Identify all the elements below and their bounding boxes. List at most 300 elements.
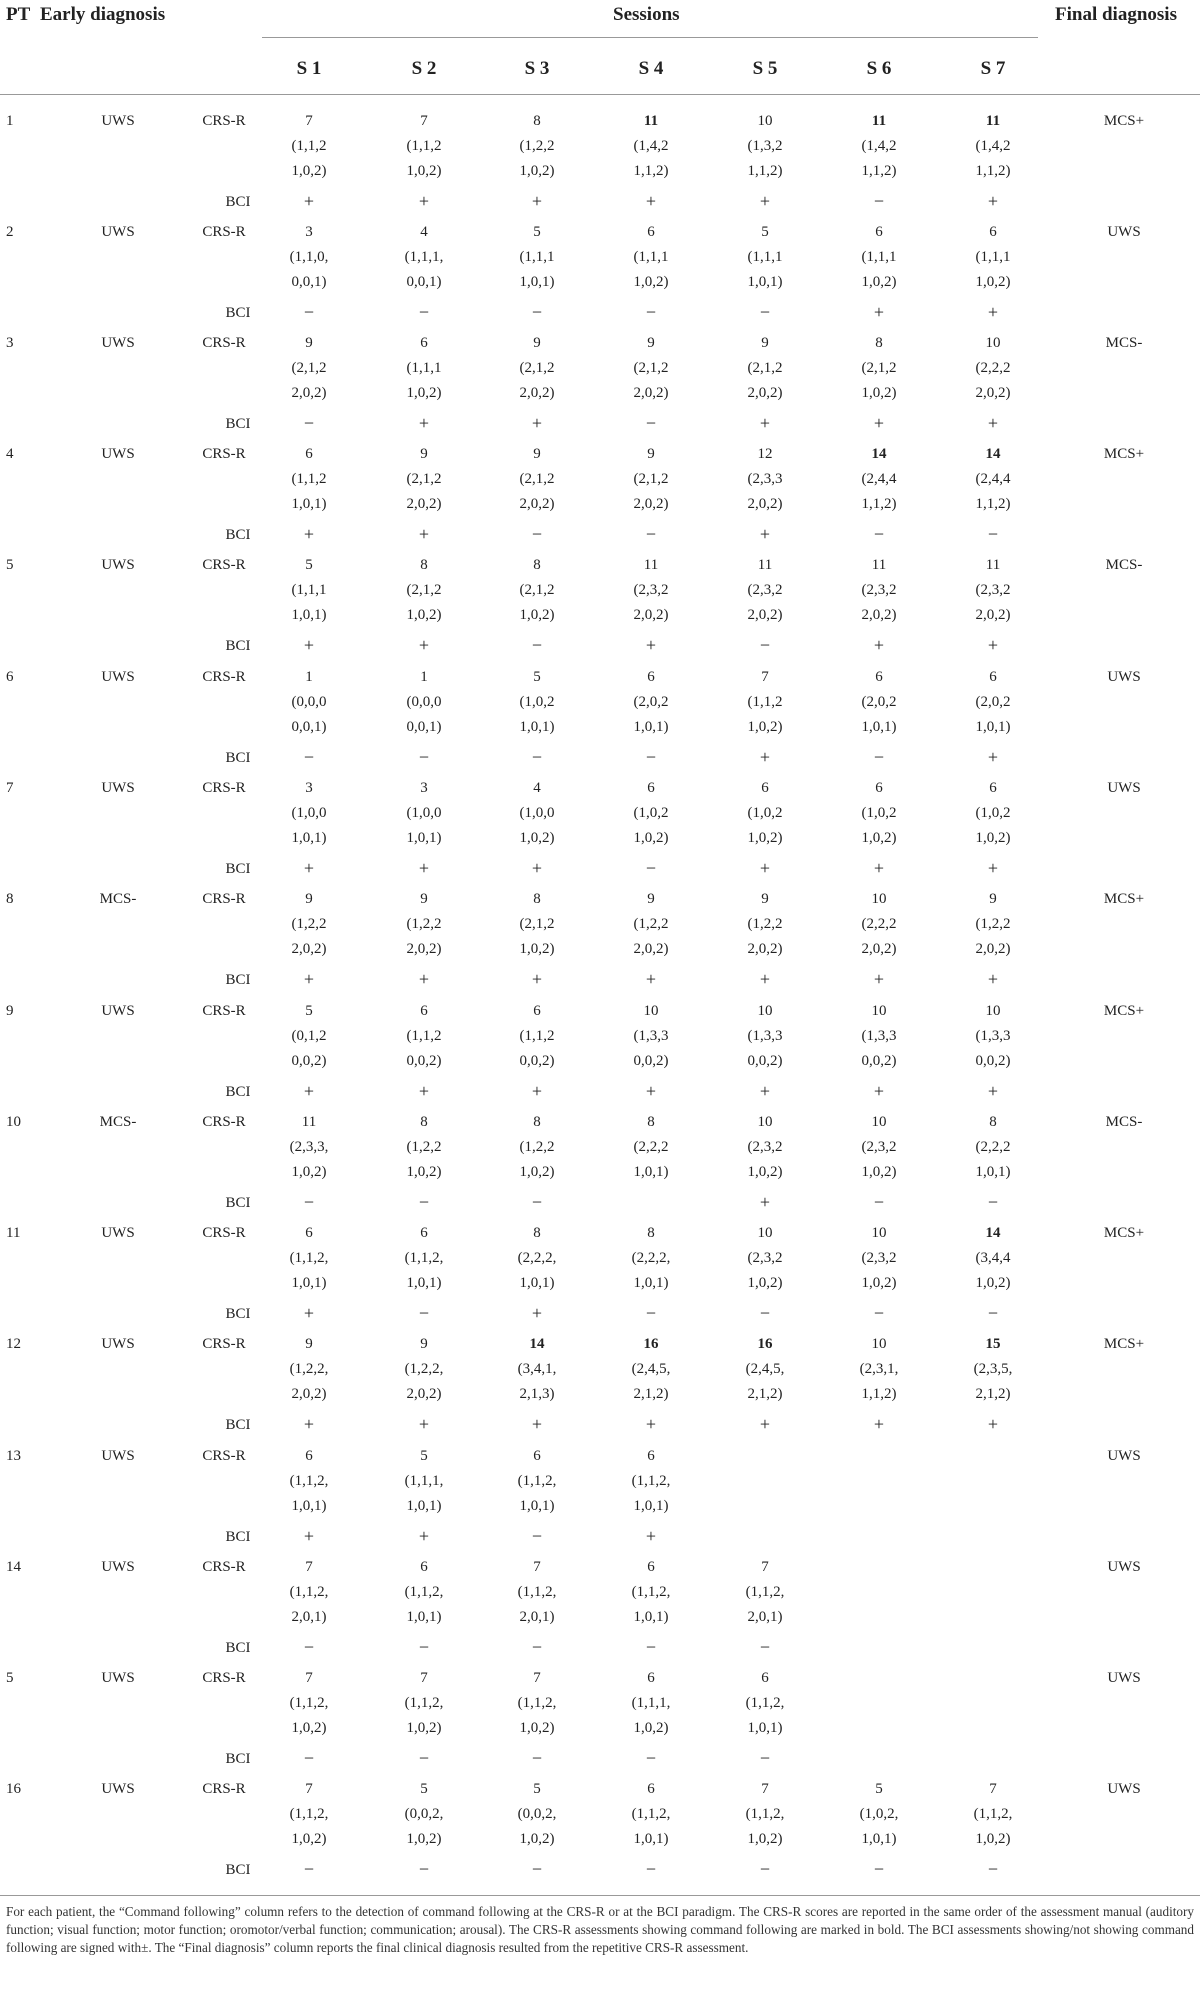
bci-label: BCI [225,1417,251,1433]
crsr-subscores [520,578,555,628]
crsr-subscores [632,1357,671,1407]
crsr-score: 14 [985,1225,1001,1241]
patient-id: 2 [6,224,14,240]
subscore-line: (1,1,0, [289,249,329,265]
bci-result: + [418,524,430,544]
crsr-subscores [407,690,442,740]
subscore-line: 0,0,2) [861,1053,897,1069]
bci-result: + [303,858,315,878]
subscore-line: 1,0,1) [633,1275,669,1291]
crsr-label: CRS-R [202,1781,246,1797]
bci-result: − [873,747,885,767]
bci-result: − [759,1303,771,1323]
subscore-line: (1,1,2 [519,1028,555,1044]
subscore-line: (3,4,1, [517,1361,557,1377]
crsr-score: 6 [647,1670,655,1686]
crsr-subscores [292,1024,327,1074]
crsr-subscores [405,1246,444,1296]
bci-result: + [418,1081,430,1101]
subscore-line: (2,4,4 [861,471,897,487]
crsr-score: 6 [647,1559,655,1575]
subscore-line: (0,0,0 [406,694,442,710]
crsr-label: CRS-R [202,1003,246,1019]
bci-result: + [531,191,543,211]
session-header-s2: S 2 [411,58,437,79]
subscore-line: (1,1,2 [747,694,783,710]
crsr-score: 9 [305,891,313,907]
bci-result: + [645,635,657,655]
bci-result: + [759,969,771,989]
subscore-line: 1,0,2) [519,163,555,179]
bci-result: − [303,1748,315,1768]
crsr-subscores [746,1802,785,1852]
crsr-score: 8 [875,335,883,351]
patient-id: 12 [6,1336,21,1352]
bci-result: + [987,302,999,322]
subscore-line: 1,0,2) [861,830,897,846]
subscore-line: (1,2,2 [406,1139,442,1155]
crsr-score: 6 [761,1670,769,1686]
crsr-subscores [292,356,327,406]
bci-result: + [759,747,771,767]
subscore-line: (1,4,2 [975,138,1011,154]
bci-result: + [759,191,771,211]
bci-result: + [645,1081,657,1101]
bci-result: − [531,524,543,544]
subscore-line: 1,0,1) [975,1164,1011,1180]
early-diagnosis: UWS [101,1670,135,1686]
crsr-score: 8 [989,1114,997,1130]
crsr-label: CRS-R [202,1448,246,1464]
crsr-subscores [520,912,555,962]
crsr-score: 7 [305,1781,313,1797]
crsr-subscores [634,690,669,740]
crsr-label: CRS-R [202,669,246,685]
crsr-subscores [407,467,442,517]
subscore-line: (2,4,5, [631,1361,671,1377]
bci-label: BCI [225,305,251,321]
subscore-line: 0,0,1) [291,274,327,290]
bci-result: + [531,413,543,433]
crsr-score: 10 [871,1225,887,1241]
subscore-line: 1,0,2) [633,830,669,846]
bci-result: − [531,1859,543,1879]
crsr-score: 10 [757,1114,773,1130]
crsr-score: 7 [420,113,428,129]
bci-result: − [303,1192,315,1212]
crsr-score: 6 [533,1448,541,1464]
crsr-subscores [634,801,669,851]
crsr-subscores [518,1469,557,1519]
subscore-line: 1,0,2) [406,385,442,401]
bci-label: BCI [225,1751,251,1767]
crsr-subscores [976,467,1011,517]
subscore-line: 1,0,1) [747,1720,783,1736]
bci-label: BCI [225,416,251,432]
crsr-subscores [407,356,442,406]
bci-result: + [873,1414,885,1434]
subscore-line: 0,0,1) [406,719,442,735]
bci-result: + [303,1414,315,1434]
crsr-score: 6 [305,1448,313,1464]
early-diagnosis: UWS [101,446,135,462]
crsr-subscores [862,134,897,184]
crsr-score: 10 [757,1225,773,1241]
crsr-score: 9 [989,891,997,907]
subscore-line: (2,2,2 [975,360,1011,376]
crsr-label: CRS-R [202,1559,246,1575]
crsr-subscores [634,1135,669,1185]
header-pt: PT [6,4,31,25]
final-diagnosis: UWS [1107,1781,1141,1797]
crsr-subscores [407,801,442,851]
crsr-label: CRS-R [202,891,246,907]
subscore-line: (3,4,4 [975,1250,1011,1266]
crsr-score: 5 [305,557,313,573]
crsr-score: 10 [985,335,1001,351]
table-footnote: For each patient, the “Command following” column refers to the detection of command following at the CRS-R or at the BCI paradigm. The CRS-R scores are reported in the same order of the assessment manual (auditory function; visual function; motor function; oromotor/verbal function; communication; arousal). The CRS-R assessments showing command following are marked in bold. The BCI assessments showing/not showing command following are signed with±. The “Final diagnosis” column reports the final clinical diagnosis resulted from the repetitive CRS-R assessment. [6,1904,1194,1955]
early-diagnosis: UWS [101,113,135,129]
crsr-subscores [520,1135,555,1185]
subscore-line: (0,0,2, [404,1806,444,1822]
crsr-subscores [407,578,442,628]
bci-result: − [531,1748,543,1768]
subscore-line: (1,2,2 [975,916,1011,932]
subscore-line: 2,0,2) [519,385,555,401]
crsr-score: 8 [647,1114,655,1130]
subscore-line: (2,2,2 [861,916,897,932]
crsr-score: 8 [533,1225,541,1241]
bci-result: − [873,1303,885,1323]
subscore-line: 2,0,1) [519,1609,555,1625]
bci-label: BCI [225,194,251,210]
subscore-line: (1,1,2 [291,138,327,154]
bci-result: − [759,1748,771,1768]
header-early-diagnosis: Early diagnosis [40,4,166,25]
subscore-line: 2,0,2) [747,496,783,512]
crsr-subscores [290,1135,329,1185]
bci-result: + [987,969,999,989]
bci-result: − [303,302,315,322]
patient-id: 7 [6,780,14,796]
bci-result: + [531,858,543,878]
subscore-line: 2,0,2) [861,941,897,957]
bci-result: − [873,191,885,211]
crsr-subscores [976,578,1011,628]
crsr-score: 3 [305,224,313,240]
bci-label: BCI [225,861,251,877]
crsr-subscores [634,467,669,517]
crsr-subscores [748,1246,783,1296]
subscore-line: (2,3,2 [861,1139,897,1155]
crsr-score: 8 [533,113,541,129]
subscore-line: 2,0,2) [861,607,897,623]
subscore-line: (2,1,2 [747,360,783,376]
crsr-label: CRS-R [202,446,246,462]
crsr-subscores [862,1135,897,1185]
subscore-line: (1,1,1 [519,249,555,265]
early-diagnosis: MCS- [99,891,137,907]
subscore-line: (2,2,2, [631,1250,671,1266]
bci-result: + [987,1414,999,1434]
crsr-subscores [976,1135,1011,1185]
bci-result: − [418,1637,430,1657]
subscore-line: (2,1,2 [519,360,555,376]
crsr-subscores [518,1580,557,1630]
bci-label: BCI [225,638,251,654]
crsr-subscores [976,245,1011,295]
subscore-line: 2,1,2) [633,1386,669,1402]
patient-id: 9 [6,1003,14,1019]
subscore-line: 2,0,2) [747,941,783,957]
crsr-score: 9 [420,891,428,907]
crsr-subscores [976,1024,1011,1074]
subscore-line: 2,1,2) [975,1386,1011,1402]
bci-label: BCI [225,527,251,543]
early-diagnosis: UWS [101,335,135,351]
final-diagnosis: MCS+ [1103,1336,1145,1352]
bci-result: − [303,413,315,433]
subscore-line: (1,1,1, [404,1473,444,1489]
subscore-line: 2,0,2) [747,607,783,623]
subscore-line: (1,1,2, [289,1695,329,1711]
subscore-line: 1,0,1) [633,1831,669,1847]
subscore-line: (1,0,2 [633,805,669,821]
bci-result: − [418,1748,430,1768]
bci-result: + [873,302,885,322]
subscore-line: 1,0,2) [633,1720,669,1736]
bci-result: + [645,1414,657,1434]
subscore-line: 2,0,2) [633,941,669,957]
crsr-score: 6 [875,780,883,796]
crsr-score: 10 [871,1336,887,1352]
bci-result: − [418,302,430,322]
subscore-line: 2,0,2) [519,496,555,512]
subscore-line: 1,0,1) [519,1498,555,1514]
subscore-line: 1,0,2) [406,1720,442,1736]
bci-result: − [759,302,771,322]
crsr-subscores [290,1802,329,1852]
bci-label: BCI [225,1306,251,1322]
subscore-line: (1,1,2, [973,1806,1013,1822]
final-diagnosis: MCS- [1105,557,1143,573]
final-diagnosis: MCS- [1105,1114,1143,1130]
crsr-label: CRS-R [202,1225,246,1241]
early-diagnosis: UWS [101,1448,135,1464]
crsr-subscores [862,690,897,740]
subscore-line: (1,0,2 [861,805,897,821]
bci-result: − [645,413,657,433]
bci-result: + [987,413,999,433]
subscore-line: (2,3,2 [975,582,1011,598]
subscore-line: (1,1,2, [517,1473,557,1489]
crsr-subscores [634,912,669,962]
subscore-line: 2,0,2) [406,496,442,512]
crsr-subscores [748,134,783,184]
subscore-line: (1,2,2, [404,1361,444,1377]
crsr-subscores [746,1357,785,1407]
crsr-subscores [860,1802,899,1852]
final-diagnosis: UWS [1107,780,1141,796]
bci-result: + [645,191,657,211]
subscore-line: 2,0,1) [747,1609,783,1625]
bci-result: − [873,524,885,544]
crsr-subscores [292,801,327,851]
crsr-subscores [748,245,783,295]
crsr-subscores [634,134,669,184]
subscore-line: (2,2,2, [517,1250,557,1266]
bci-result: + [418,1526,430,1546]
crsr-score: 9 [533,335,541,351]
early-diagnosis: UWS [101,780,135,796]
subscore-line: (2,0,2 [861,694,897,710]
crsr-subscores [520,356,555,406]
subscore-line: (0,0,2, [517,1806,557,1822]
bci-result: + [418,858,430,878]
bci-result: − [645,524,657,544]
patient-id: 1 [6,113,14,129]
subscore-line: 1,0,2) [975,274,1011,290]
crsr-score: 9 [305,1336,313,1352]
crsr-subscores [976,690,1011,740]
crsr-score: 6 [647,1781,655,1797]
subscore-line: (2,1,2 [519,582,555,598]
crsr-subscores [520,134,555,184]
final-diagnosis: UWS [1107,1670,1141,1686]
subscore-line: 1,0,1) [633,1498,669,1514]
bci-result: − [531,1192,543,1212]
crsr-score: 10 [757,1003,773,1019]
subscore-line: (2,3,2 [747,582,783,598]
subscore-line: 0,0,2) [291,1053,327,1069]
crsr-score: 9 [761,891,769,907]
crsr-subscores [518,1246,557,1296]
subscore-line: (1,2,2 [406,916,442,932]
crsr-subscores [405,1580,444,1630]
crsr-subscores [862,356,897,406]
crsr-subscores [862,1246,897,1296]
crsr-label: CRS-R [202,1114,246,1130]
bci-result: + [645,969,657,989]
crsr-subscores [292,912,327,962]
crsr-label: CRS-R [202,780,246,796]
subscore-line: 1,0,1) [633,1609,669,1625]
subscore-line: 1,0,1) [291,830,327,846]
bci-result: + [303,524,315,544]
subscore-line: (1,1,2, [631,1806,671,1822]
crsr-score: 6 [989,669,997,685]
bci-result: − [418,1303,430,1323]
subscore-line: (1,3,3 [747,1028,783,1044]
subscore-line: (2,3,1, [859,1361,899,1377]
crsr-subscores [520,467,555,517]
patient-id: 4 [6,446,14,462]
early-diagnosis: UWS [101,1003,135,1019]
crsr-subscores [976,1246,1011,1296]
bci-result: − [987,1303,999,1323]
crsr-score: 5 [533,224,541,240]
crsr-score: 6 [305,446,313,462]
bci-label: BCI [225,1195,251,1211]
subscore-line: (1,0,0 [406,805,442,821]
crsr-score: 6 [761,780,769,796]
subscore-line: (1,1,2, [631,1473,671,1489]
bci-result: − [303,747,315,767]
crsr-score: 10 [643,1003,659,1019]
crsr-score: 7 [305,1670,313,1686]
subscore-line: (2,1,2 [633,471,669,487]
patient-id: 11 [6,1225,21,1241]
subscore-line: 1,0,1) [406,830,442,846]
crsr-subscores [976,356,1011,406]
crsr-subscores [518,1691,557,1741]
bci-result: − [645,1303,657,1323]
crsr-subscores [405,1469,444,1519]
crsr-subscores [407,1024,442,1074]
crsr-score: 8 [420,557,428,573]
crsr-subscores [862,578,897,628]
bci-result: − [531,747,543,767]
subscore-line: (2,3,2 [633,582,669,598]
subscore-line: 2,0,2) [406,1386,442,1402]
crsr-score: 6 [875,224,883,240]
final-diagnosis: MCS+ [1103,446,1145,462]
bci-result: + [303,635,315,655]
subscore-line: (1,2,2 [633,916,669,932]
subscore-line: 2,0,2) [975,607,1011,623]
patient-id: 16 [6,1781,21,1797]
crsr-score: 7 [305,113,313,129]
subscore-line: 1,0,1) [291,607,327,623]
bci-result: − [987,524,999,544]
crsr-score: 5 [420,1781,428,1797]
crsr-subscores [290,1580,329,1630]
crsr-subscores [634,1024,669,1074]
subscore-line: (1,1,1 [747,249,783,265]
bci-result: − [645,858,657,878]
header-final-diagnosis: Final diagnosis [1055,4,1177,25]
session-header-s3: S 3 [524,58,550,79]
bci-result: + [759,1414,771,1434]
crsr-score: 9 [420,1336,428,1352]
final-diagnosis: MCS+ [1103,113,1145,129]
subscore-line: (1,1,2, [745,1695,785,1711]
subscore-line: (2,3,3, [289,1139,329,1155]
crsr-subscores [290,245,329,295]
subscore-line: 1,0,2) [519,1164,555,1180]
subscore-line: 2,1,2) [747,1386,783,1402]
bci-result: − [303,1859,315,1879]
crsr-score: 9 [647,891,655,907]
crsr-score: 6 [420,1003,428,1019]
crsr-score: 7 [305,1559,313,1575]
subscore-line: 1,0,1) [747,274,783,290]
crsr-subscores [407,134,442,184]
bci-result: + [759,413,771,433]
crsr-score: 5 [761,224,769,240]
bci-label: BCI [225,1529,251,1545]
bci-label: BCI [225,1862,251,1878]
subscore-line: 1,0,2) [861,385,897,401]
session-header-s7: S 7 [980,58,1006,79]
subscore-line: (1,1,2, [289,1584,329,1600]
bci-label: BCI [225,1084,251,1100]
subscore-line: (1,0,2 [747,805,783,821]
session-header-s5: S 5 [752,58,778,79]
crsr-subscores [634,245,669,295]
bci-result: − [987,1192,999,1212]
subscore-line: 1,0,2) [291,163,327,179]
